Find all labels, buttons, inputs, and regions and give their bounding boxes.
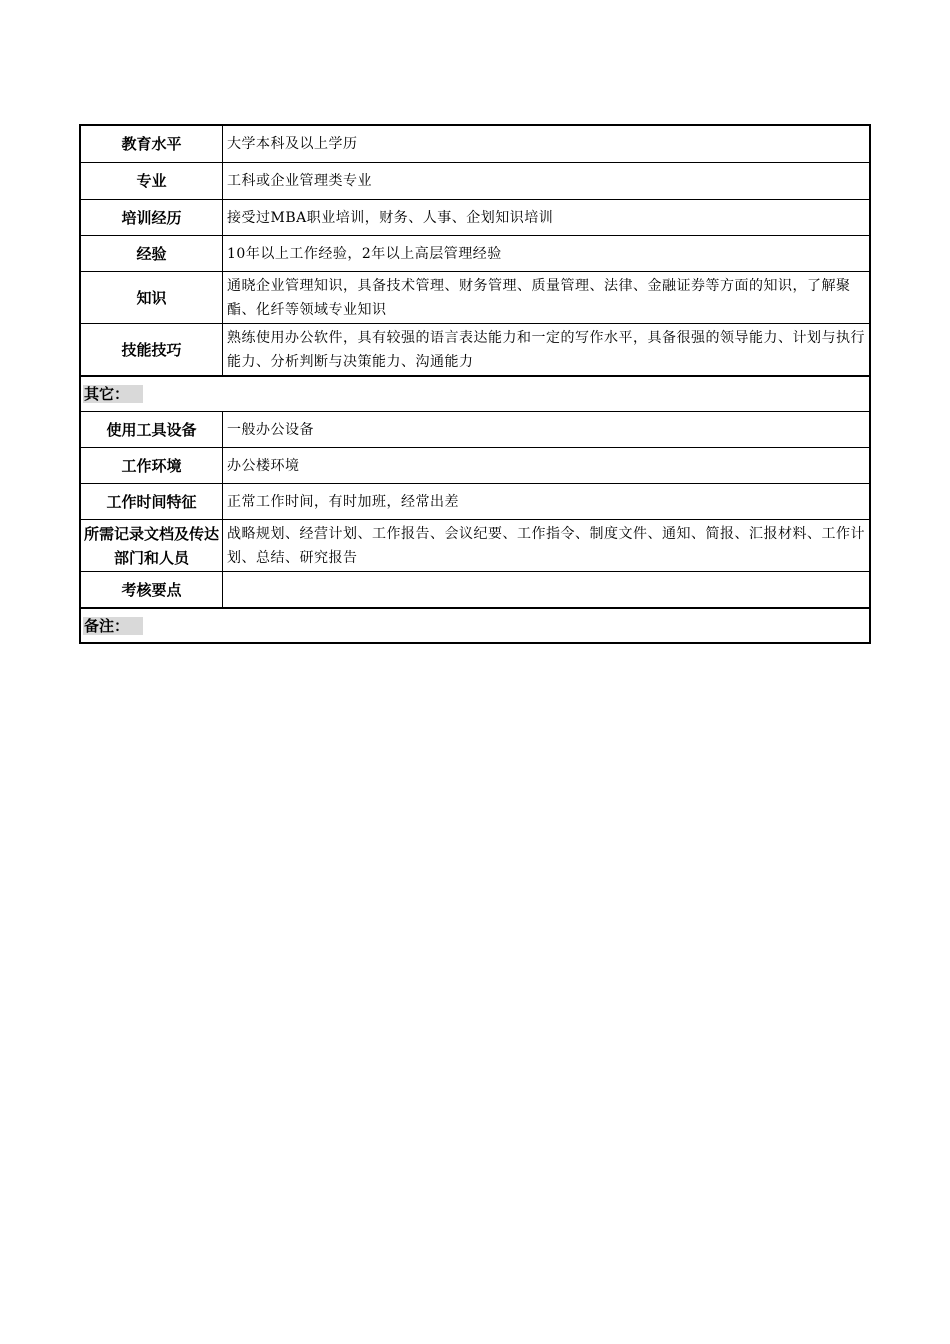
remarks-label: 备注： [83,617,143,635]
table-row [81,126,869,162]
table-row [81,235,869,271]
table-row [81,323,869,375]
row-label: 培训经历 [81,200,223,235]
row-label: 使用工具设备 [81,412,223,447]
row-label: 知识 [81,272,223,323]
row-value: 一般办公设备 [227,421,314,438]
row-value: 10年以上工作经验，2年以上高层管理经验 [227,245,502,262]
row-value: 大学本科及以上学历 [227,136,358,152]
table-row [81,271,869,323]
row-value: 熟练使用办公软件，具有较强的语言表达能力和一定的写作水平，具备很强的领导能力、计划与执行能力、分析判断与决策能力、沟通能力 [227,330,865,370]
table-row [81,483,869,519]
row-label: 专业 [81,163,223,199]
job-spec-table [79,124,871,644]
row-label: 教育水平 [81,126,223,162]
remarks-section [81,607,869,642]
row-value: 战略规划、经营计划、工作报告、会议纪要、工作指令、制度文件、通知、简报、汇报材料、工作计划、总结、研究报告 [227,526,865,566]
row-value [223,572,869,607]
row-value: 接受过MBA职业培训，财务、人事、企划知识培训 [227,209,554,226]
table-row [81,411,869,447]
row-value: 通晓企业管理知识，具备技术管理、财务管理、质量管理、法律、金融证券等方面的知识，了解聚酯、化纤等领域专业知识 [227,278,851,318]
row-value: 办公楼环境 [227,457,300,474]
table-row [81,571,869,607]
table-row [81,447,869,483]
row-label: 考核要点 [81,572,223,607]
row-label: 工作时间特征 [81,484,223,519]
row-value: 工科或企业管理类专业 [227,173,372,189]
table-row [81,519,869,571]
row-label: 所需记录文档及传达部门和人员 [81,520,223,571]
row-value: 正常工作时间，有时加班，经常出差 [227,493,459,510]
table-row [81,162,869,199]
row-label: 经验 [81,236,223,271]
other-section-header [81,375,869,411]
other-section-label: 其它： [83,385,143,403]
table-row [81,199,869,235]
row-label: 工作环境 [81,448,223,483]
row-label: 技能技巧 [81,324,223,375]
